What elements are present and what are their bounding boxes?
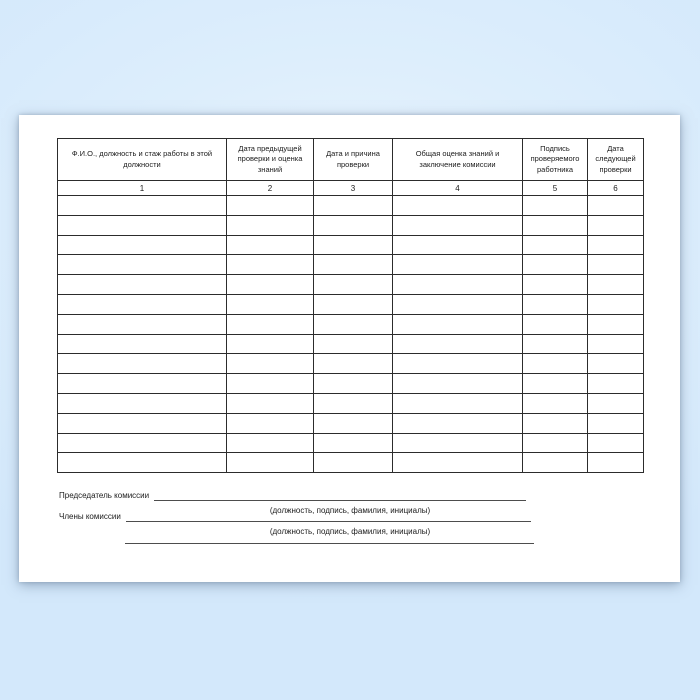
chairman-signature-line xyxy=(154,491,526,501)
table-cell xyxy=(588,235,644,255)
table-cell xyxy=(523,215,588,235)
table-cell xyxy=(314,413,393,433)
extra-signature-line xyxy=(125,534,534,544)
table-row xyxy=(58,453,644,473)
table-header xyxy=(58,139,644,196)
table-cell xyxy=(227,393,314,413)
table-cell xyxy=(314,453,393,473)
table-cell xyxy=(227,433,314,453)
table-cell xyxy=(314,294,393,314)
column-number-2: 2 xyxy=(227,181,314,196)
table-cell xyxy=(314,433,393,453)
column-number-5: 5 xyxy=(523,181,588,196)
table-row xyxy=(58,275,644,295)
qualification-check-table xyxy=(57,138,644,473)
table-cell xyxy=(227,255,314,275)
table-cell xyxy=(523,235,588,255)
table-cell xyxy=(227,215,314,235)
chairman-label: Председатель комиссии xyxy=(59,491,150,500)
members-signature-line xyxy=(126,512,531,522)
table-cell xyxy=(227,413,314,433)
table-cell xyxy=(314,374,393,394)
table-cell xyxy=(393,433,523,453)
table-row xyxy=(58,413,644,433)
table-cell xyxy=(588,413,644,433)
table-cell xyxy=(58,334,227,354)
table-cell xyxy=(393,215,523,235)
table-cell xyxy=(523,453,588,473)
table-header-row xyxy=(58,139,644,181)
table-cell xyxy=(588,334,644,354)
col-header-prev-check-date: Дата предыдущей проверки и оценка знаний xyxy=(227,139,314,181)
table-cell xyxy=(588,294,644,314)
table-cell xyxy=(314,215,393,235)
table-cell xyxy=(314,196,393,216)
table-cell xyxy=(314,275,393,295)
table-cell xyxy=(588,255,644,275)
table-cell xyxy=(227,294,314,314)
table-cell xyxy=(314,334,393,354)
table-cell xyxy=(227,314,314,334)
table-row xyxy=(58,433,644,453)
table-row xyxy=(58,255,644,275)
table-cell xyxy=(314,354,393,374)
table-row xyxy=(58,354,644,374)
table-cell xyxy=(393,374,523,394)
table-cell xyxy=(393,314,523,334)
col-header-fio: Ф.И.О., должность и стаж работы в этой должности xyxy=(58,139,227,181)
table-cell xyxy=(588,354,644,374)
table-cell xyxy=(523,294,588,314)
table-cell xyxy=(58,275,227,295)
table-cell xyxy=(393,294,523,314)
chairman-signature-row xyxy=(59,489,526,501)
table-row xyxy=(58,334,644,354)
table-cell xyxy=(58,413,227,433)
table-cell xyxy=(58,433,227,453)
document-page xyxy=(19,115,680,582)
col-header-next-check-date: Дата следующей проверки xyxy=(588,139,644,181)
table-cell xyxy=(393,453,523,473)
table-cell xyxy=(393,255,523,275)
table-cell xyxy=(393,354,523,374)
table-cell xyxy=(523,334,588,354)
table-cell xyxy=(588,314,644,334)
col-header-overall-assessment: Общая оценка знаний и заключение комиссии xyxy=(393,139,523,181)
table-cell xyxy=(58,294,227,314)
table-cell xyxy=(227,235,314,255)
signature-caption: (должность, подпись, фамилия, инициалы) xyxy=(269,527,431,536)
table-row xyxy=(58,393,644,413)
table-cell xyxy=(393,275,523,295)
table-cell xyxy=(314,235,393,255)
column-numbers-row xyxy=(58,181,644,196)
table-row xyxy=(58,294,644,314)
table-cell xyxy=(523,275,588,295)
table-cell xyxy=(588,374,644,394)
table-cell xyxy=(227,354,314,374)
table-cell xyxy=(588,433,644,453)
column-number-1: 1 xyxy=(58,181,227,196)
table-cell xyxy=(314,255,393,275)
table-row xyxy=(58,196,644,216)
table-cell xyxy=(58,354,227,374)
table-cell xyxy=(227,196,314,216)
table-cell xyxy=(588,275,644,295)
table-cell xyxy=(523,374,588,394)
table-cell xyxy=(227,453,314,473)
table-cell xyxy=(393,196,523,216)
table-cell xyxy=(523,314,588,334)
col-header-check-date-reason: Дата и причина проверки xyxy=(314,139,393,181)
table-cell xyxy=(523,433,588,453)
table-cell xyxy=(58,235,227,255)
table-cell xyxy=(588,453,644,473)
signature-caption: (должность, подпись, фамилия, инициалы) xyxy=(269,506,431,515)
table-cell xyxy=(314,393,393,413)
table-cell xyxy=(523,413,588,433)
table-body xyxy=(58,196,644,473)
table-cell xyxy=(523,255,588,275)
table-cell xyxy=(393,393,523,413)
table-cell xyxy=(588,393,644,413)
table-cell xyxy=(58,255,227,275)
table-cell xyxy=(523,196,588,216)
table-row xyxy=(58,235,644,255)
table-cell xyxy=(588,196,644,216)
column-number-3: 3 xyxy=(314,181,393,196)
table-cell xyxy=(523,354,588,374)
column-number-4: 4 xyxy=(393,181,523,196)
table-row xyxy=(58,314,644,334)
table-cell xyxy=(58,374,227,394)
table-cell xyxy=(314,314,393,334)
table-cell xyxy=(393,235,523,255)
table-cell xyxy=(588,215,644,235)
members-signature-row xyxy=(59,510,531,522)
table-row xyxy=(58,374,644,394)
table-cell xyxy=(58,393,227,413)
table-row xyxy=(58,215,644,235)
table-cell xyxy=(58,314,227,334)
table-cell xyxy=(58,196,227,216)
table-cell xyxy=(227,334,314,354)
table-cell xyxy=(58,453,227,473)
table-cell xyxy=(393,334,523,354)
column-number-6: 6 xyxy=(588,181,644,196)
table-cell xyxy=(227,374,314,394)
table-cell xyxy=(227,275,314,295)
table-cell xyxy=(393,413,523,433)
table-cell xyxy=(58,215,227,235)
col-header-worker-signature: Подпись проверяемого работника xyxy=(523,139,588,181)
members-label: Члены комиссии xyxy=(59,512,121,521)
table-cell xyxy=(523,393,588,413)
